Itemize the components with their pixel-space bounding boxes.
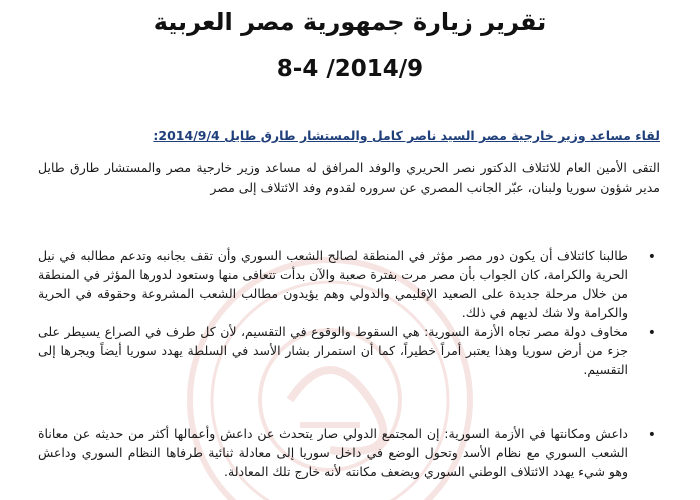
meeting-subheading: لقاء مساعد وزير خارجية مصر السيد ناصر كامل والمستشار طارق طايل 2014/9/4: bbox=[153, 128, 660, 143]
bullet-text: مخاوف دولة مصر تجاه الأزمة السورية: هي السقوط والوقوع في التقسيم، لأن كل طرف في الصراع يسيطر على جزء من أرض سوريا وهذا يعتبر أمراً خطيراً، كما أن استمرار بشار الأسد في السلطة يهدد سوريا أيضاً ويجرها إلى التقسيم. bbox=[38, 324, 628, 377]
list-item bbox=[38, 246, 656, 322]
bullet-marker-icon: • bbox=[647, 427, 656, 443]
bullet-marker-icon: • bbox=[647, 325, 656, 341]
bullet-text: طالبنا كائتلاف أن يكون دور مصر مؤثر في المنطقة لصالح الشعب السوري وأن تقف بجانبه وتدعم مطالبه في نيل الحرية والكرامة، كان الجواب بأن مصر مرت بفترة صعبة والآن بدأت تتعافى منها وستعود لدورها المؤثر في المنطقة من خلال مرحلة جديدة على الصعيد الإقليمي والدولي وهم يؤيدون مطالب الشعب المشروعة وحقوقه في الحرية والكرامة ولا شك لديهم في ذلك. bbox=[38, 248, 628, 320]
bullet-marker-icon: • bbox=[647, 249, 656, 265]
list-item bbox=[38, 322, 656, 379]
bullet-text: داعش ومكانتها في الأزمة السورية: إن المجتمع الدولي صار يتحدث عن داعش وأعمالها أكثر من حديثه عن معاناة الشعب السوري مع نظام الأسد وتحول الوضع في داخل سوريا إلى معادلة ثنائية طرفاها النظام السوري وداعش وهو شيء يهدد الائتلاف الوطني السوري ويضعف مكانته لأنه خارج تلك المعادلة. bbox=[38, 426, 628, 479]
intro-paragraph: التقى الأمين العام للائتلاف الدكتور نصر الحريري والوفد المرافق له مساعد وزير خارجية مصر والمستشار طارق طايل مدير شؤون سوريا ولبنان، عبّر الجانب المصري عن سروره لقدوم وفد الائتلاف إلى مصر bbox=[38, 160, 660, 195]
list-item bbox=[38, 424, 656, 481]
report-date: 8-4 /2014/9 bbox=[276, 56, 424, 82]
report-title: تقرير زيارة جمهورية مصر العربية bbox=[153, 8, 547, 36]
